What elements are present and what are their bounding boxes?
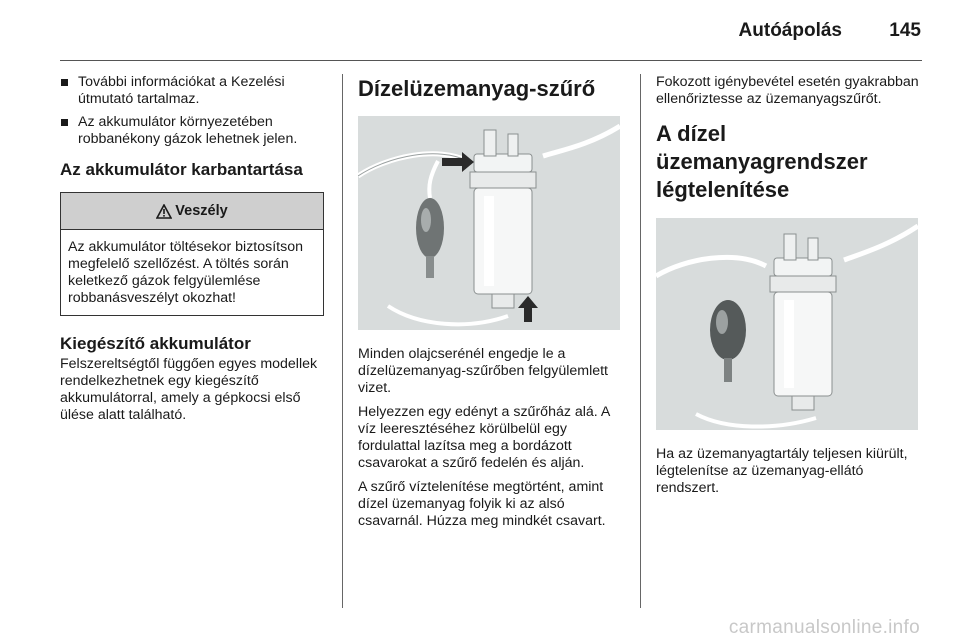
header-title: Autóápolás — [738, 20, 842, 41]
warning-title: Veszély — [175, 202, 228, 219]
column-2 — [358, 74, 626, 537]
section-heading: Az akkumulátor karbantartása — [60, 160, 303, 179]
page-header — [0, 0, 960, 62]
section-heading: Dízelüzemanyag-szűrő — [358, 76, 596, 101]
sub-heading: Kiegészítő akkumulátor — [60, 334, 251, 353]
warning-box — [60, 192, 324, 316]
page-number: 145 — [889, 20, 921, 41]
body-text: Felszereltségtől függően egyes modellek rendelkezhetnek egy kiegészítő akkumulátorral, amely a gépkocsi első ülése alatt található. — [60, 356, 318, 423]
column-3 — [656, 74, 924, 504]
body-text: Minden olajcserénél engedje le a dízelüzemanyag-szűrőben felgyülemlett vizet. — [358, 346, 608, 396]
header-rule — [60, 60, 922, 61]
body-text: A szűrő víztelenítése megtörtént, amint dízel üzemanyag folyik ki az alsó csavarnál. Húzza meg mindkét csavart. — [358, 479, 606, 529]
body-text: Ha az üzemanyagtartály teljesen kiürült, légtelenítse az üzemanyag-ellátó rendszert. — [656, 446, 908, 496]
fuel-filter-illustration — [358, 116, 620, 330]
body-text: Fokozott igénybevétel esetén gyakrabban ellenőriztesse az üzemanyagszűrőt. — [656, 74, 919, 107]
bullet-item: Az akkumulátor környezetében robbanékony gázok lehetnek jelen. — [60, 114, 328, 148]
body-text: Helyezzen egy edényt a szűrőház alá. A víz leeresztéséhez körülbelül egy fordulattal lazítsa meg a bordázott csavarokat a szűrő fedelén és alján. — [358, 404, 610, 471]
section-heading: A dízel üzemanyagrendszer légtelenítése — [656, 121, 868, 202]
column-divider-2 — [640, 74, 641, 608]
column-1 — [60, 74, 328, 431]
warning-header — [61, 193, 323, 230]
column-divider-1 — [342, 74, 343, 608]
fuel-system-bleeding-illustration — [656, 218, 918, 430]
warning-text: Az akkumulátor töltésekor biztosítson megfelelő szellőzést. A töltés során keletkező gázok felgyülemlése robbanásveszélyt okozhat! — [68, 239, 303, 306]
watermark: carmanualsonline.info — [728, 617, 920, 638]
bullet-item: További információkat a Kezelési útmutató tartalmaz. — [60, 74, 328, 108]
warning-triangle-icon — [156, 204, 172, 219]
